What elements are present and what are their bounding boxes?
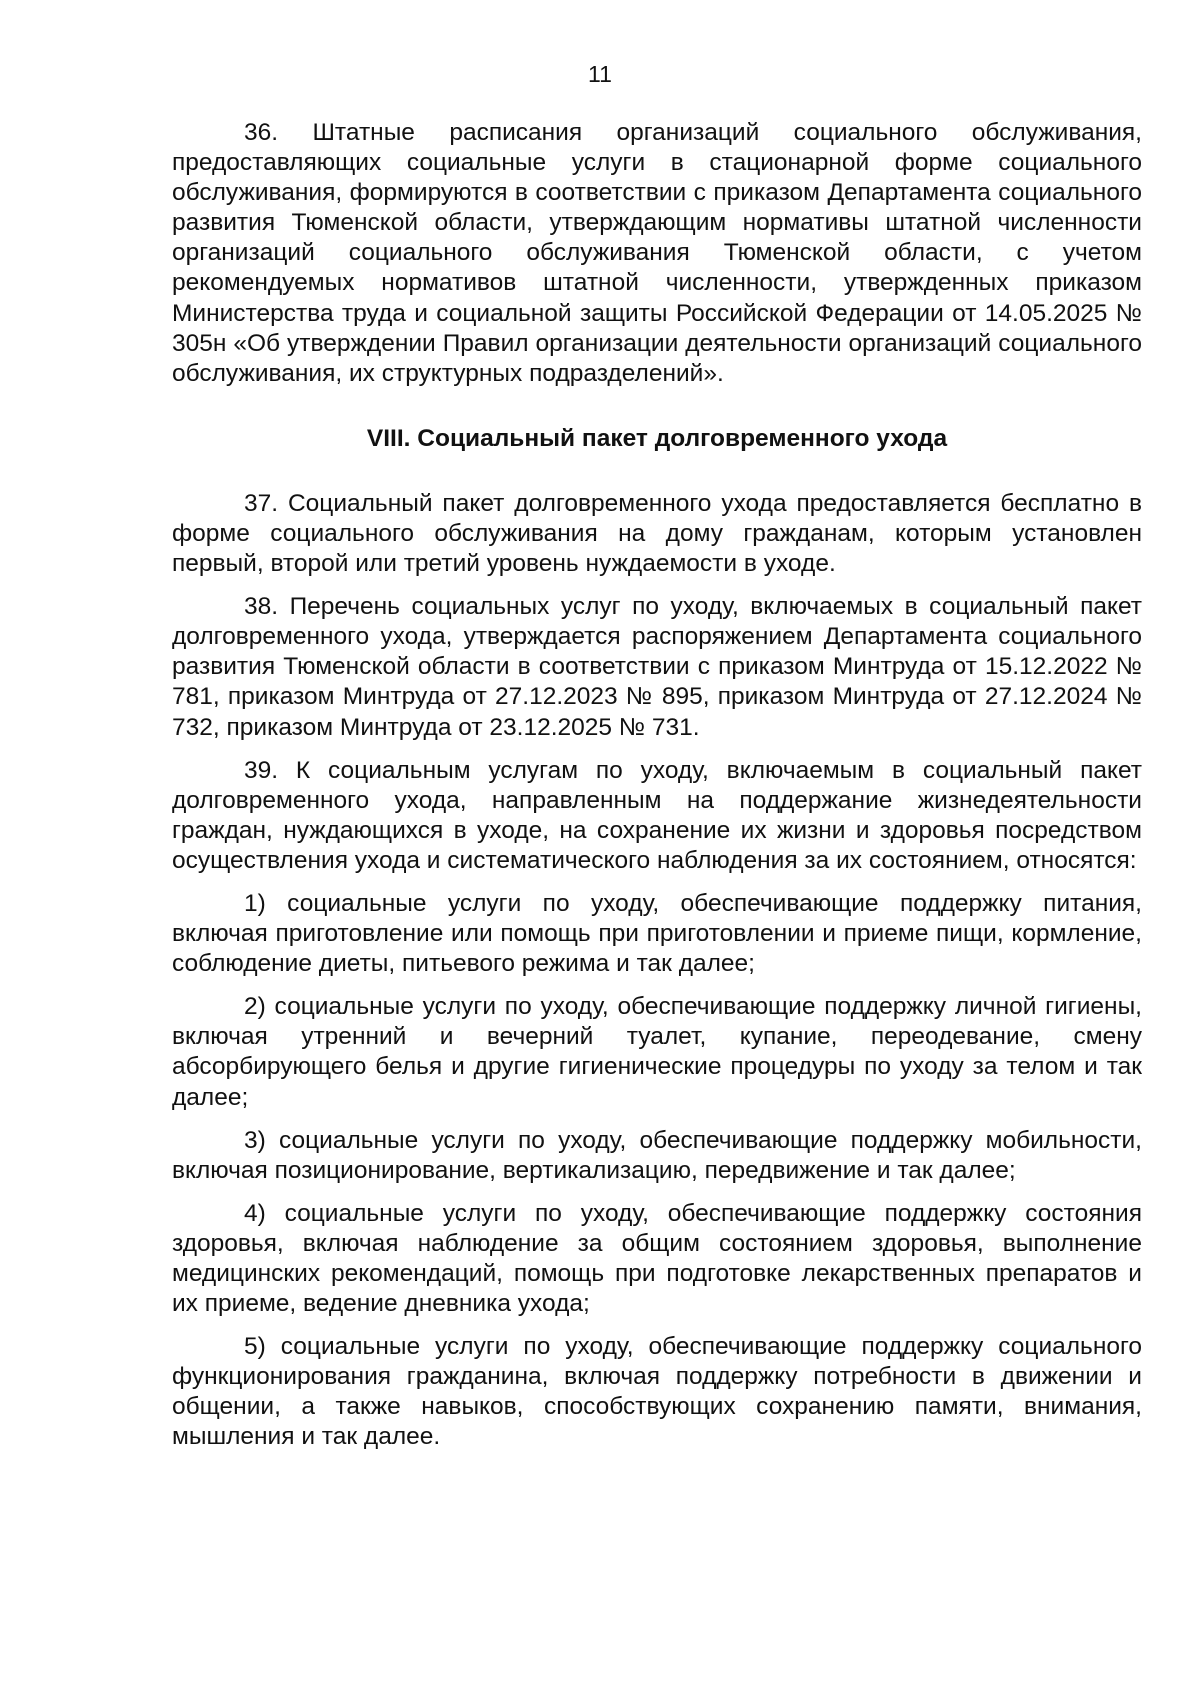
- paragraph-39: 39. К социальным услугам по уходу, включаемым в социальный пакет долговременного ухода, направленным на поддержание жизнедеятельности граждан, нуждающихся в уходе, на сохранение их жизни и здоровья посредством осуществления ухода и систематического наблюдения за их состоянием, относятся:: [172, 756, 1142, 874]
- paragraph-37: 37. Социальный пакет долговременного ухода предоставляется бесплатно в форме социального обслуживания на дому гражданам, которым установлен первый, второй или третий уровень нуждаемости в уходе.: [172, 489, 1142, 578]
- document-body: [172, 118, 1142, 1466]
- list-item-1: 1) социальные услуги по уходу, обеспечивающие поддержку питания, включая приготовление или помощь при приготовлении и приеме пищи, кормление, соблюдение диеты, питьевого режима и так далее;: [172, 889, 1142, 978]
- paragraph-36: 36. Штатные расписания организаций социального обслуживания, предоставляющих социальные услуги в стационарной форме социального обслуживания, формируются в соответствии с приказом Департамента социального развития Тюменской области, утверждающим нормативы штатной численности организаций социального обслуживания Тюменской области, с учетом рекомендуемых нормативов штатной численности, утвержденных приказом Министерства труда и социальной защиты Российской Федерации от 14.05.2025 № 305н «Об утверждении Правил организации деятельности организаций социального обслуживания, их структурных подразделений».: [172, 119, 1142, 387]
- list-item-2: 2) социальные услуги по уходу, обеспечивающие поддержку личной гигиены, включая утренний и вечерний туалет, купание, переодевание, смену абсорбирующего белья и другие гигиенические процедуры по уходу за телом и так далее;: [172, 993, 1142, 1111]
- list-item-3: 3) социальные услуги по уходу, обеспечивающие поддержку мобильности, включая позиционирование, вертикализацию, передвижение и так далее;: [172, 1126, 1142, 1184]
- list-item-5: 5) социальные услуги по уходу, обеспечивающие поддержку социального функционирования гражданина, включая поддержку потребности в движении и общении, а также навыков, способствующих сохранению памяти, внимания, мышления и так далее.: [172, 1333, 1142, 1451]
- section-heading: VIII. Социальный пакет долговременного ухода: [366, 424, 948, 452]
- page-number: 11: [588, 61, 612, 87]
- paragraph-38: 38. Перечень социальных услуг по уходу, включаемых в социальный пакет долговременного ухода, утверждается распоряжением Департамента социального развития Тюменской области в соответствии с приказом Минтруда от 15.12.2022 № 781, приказом Минтруда от 27.12.2023 № 895, приказом Минтруда от 27.12.2024 № 732, приказом Минтруда от 23.12.2025 № 731.: [172, 593, 1142, 741]
- list-item-4: 4) социальные услуги по уходу, обеспечивающие поддержку состояния здоровья, включая наблюдение за общим состоянием здоровья, выполнение медицинских рекомендаций, помощь при подготовке лекарственных препаратов и их приеме, ведение дневника ухода;: [172, 1199, 1142, 1318]
